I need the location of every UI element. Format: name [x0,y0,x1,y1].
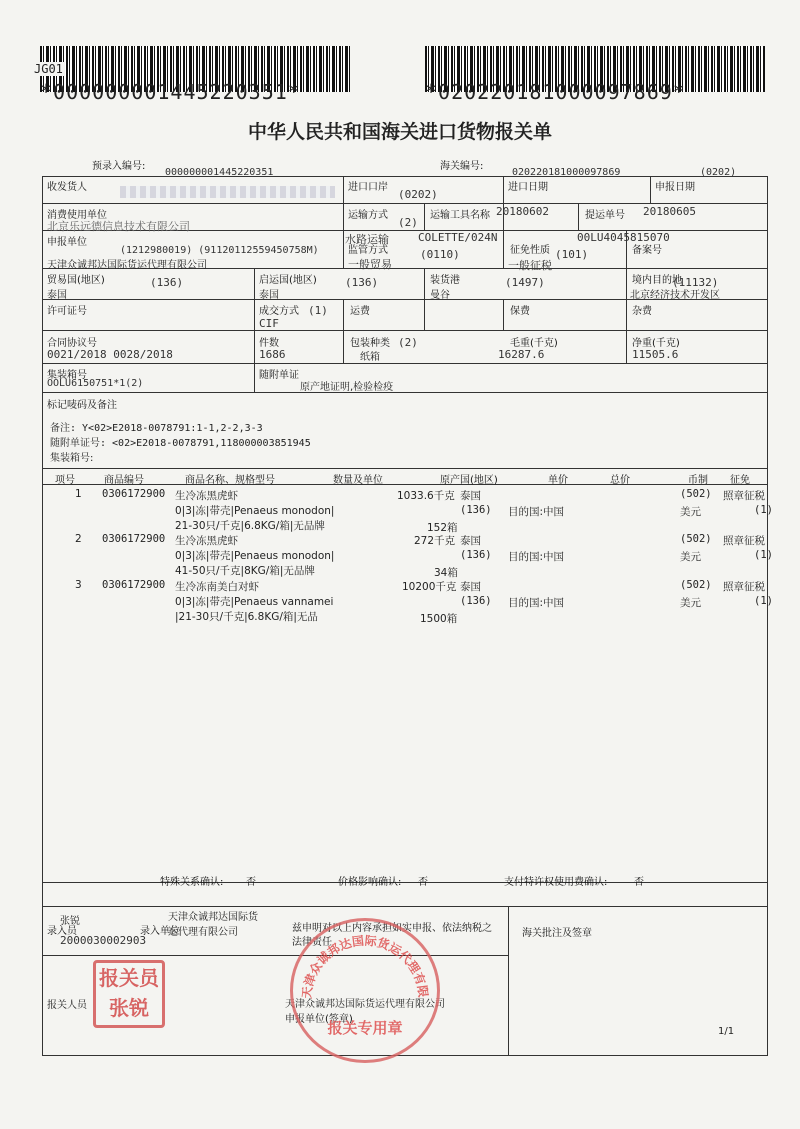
goods-header-code: 商品编号 [104,475,144,486]
goods-header-origin: 原产国(地区) [440,475,498,486]
import-date-value: 20180602 [496,205,549,218]
declare-date-label: 申报日期 [655,182,695,193]
record-label: 备案号 [632,245,662,256]
goods-no: 1 [75,488,82,500]
statement: 兹申明对以上内容承担如实申报、依法纳税之法律责任 [292,923,492,948]
goods-origin: 泰国 [460,490,481,502]
transport-tool-label: 运输工具名称 [430,210,490,221]
origin-country-code: (136) [345,276,379,289]
goods-qty: 272千克 [414,535,456,547]
goods-header-total: 总价 [610,475,630,486]
marks-label: 标记唛码及备注 [47,400,117,411]
customs-no-label: 海关编号: [440,161,484,172]
declare-unit-label: 申报单位(签章) [285,1014,353,1025]
goods-qty2: 1500箱 [420,613,458,625]
goods-spec1: 0|3|冻|带壳|Penaeus monodon| [175,505,335,517]
goods-name: 生冷冻南美白对虾 [175,581,259,593]
round-stamp [290,918,440,1063]
declare-date-value: 20180605 [643,205,696,218]
goods-levy: 照章征税 [723,581,765,593]
barcode-right-text: *020220181000097869* [425,80,686,104]
license-label: 许可证号 [47,306,87,317]
stamp-round-inner: 报关专用章 [327,1019,403,1037]
goods-origin-code: (136) [460,549,492,561]
pieces-label: 件数 [259,338,279,349]
goods-levy-code: (1) [754,595,773,607]
svg-text:天津众诚邦达国际货运代理有限公司 [293,921,430,999]
import-port-value: (0202) [398,188,438,201]
declarant-label: 申报单位 [47,237,87,248]
goods-qty: 1033.6千克 [397,490,455,502]
trade-country-label: 贸易国(地区) [47,275,105,286]
declarer-label: 报关人员 [47,1000,87,1011]
declarant-name: 天津众诚邦达国际货运代理有限公司 [47,260,207,271]
goods-header-currency: 币制 [688,475,708,486]
table-row [42,488,773,534]
goods-levy-code: (1) [754,549,773,561]
bill-no-value: 00LU4045815070 [577,231,670,244]
dest-value: 北京经济技术开发区 [630,290,720,301]
net-value: 11505.6 [632,348,679,361]
goods-levy: 照章征税 [723,490,765,502]
deal-mode-label: 成交方式 [259,306,299,317]
goods-spec2: 21-30只/千克|6.8KG/箱|无品牌 [175,520,325,532]
goods-header-no: 项号 [55,475,75,486]
package-code: (2) [398,336,418,349]
page-number: 1/1 [718,1026,735,1037]
import-port-label: 进口口岸 [348,182,388,193]
port-value: 曼谷 [430,290,450,301]
bill-no-label: 提运单号 [585,210,625,221]
import-date-label: 进口日期 [508,182,548,193]
goods-header-name: 商品名称、规格型号 [185,475,275,486]
consumer-label: 消费使用单位 [47,210,107,221]
gross-label: 毛重(千克) [510,338,558,349]
remark-line: 备注: Y<02>E2018-0078791:1-1,2-2,3-3 [50,423,263,434]
goods-currency-code: (502) [680,579,712,591]
stamp-round-text: 天津众诚邦达国际货运代理有限 [299,933,431,1000]
goods-code: 0306172900 [102,579,166,591]
transport-tool-value: COLETTE/024N [418,231,498,244]
pre-entry-value: 000000001445220351 [165,167,274,178]
entry-unit-value: 天津众诚邦达国际货运代理有限公司 [168,912,258,938]
dest-label: 境内目的地 [632,275,682,286]
price-effect-value: 否 [418,877,428,888]
gross-value: 16287.6 [498,348,545,361]
consignee-redacted [120,186,335,198]
goods-spec1: 0|3|冻|带壳|Penaeus vannamei [175,596,334,608]
supervision-value: 一般贸易 [348,258,392,271]
freight-label: 运费 [350,306,370,317]
goods-levy: 照章征税 [723,535,765,547]
goods-qty2: 152箱 [427,522,458,534]
port-label: 装货港 [430,275,460,286]
package-value: 纸箱 [360,352,380,363]
docs-value: 原产地证明,检验检疫 [300,382,394,393]
entry-unit-label: 录入单位 [140,926,180,937]
attach-line: 随附单证号: <02>E2018-0078791,118000003851945 [50,438,311,449]
goods-name: 生冷冻黑虎虾 [175,490,238,502]
goods-header-qty: 数量及单位 [333,475,383,486]
goods-origin-code: (136) [460,595,492,607]
goods-spec2: |21-30只/千克|6.8KG/箱|无品 [175,611,318,623]
customs-no-value: 020220181000097869 [512,167,621,178]
goods-no: 2 [75,533,82,545]
levy-value: 一般征税 [508,259,552,272]
goods-name: 生冷冻黑虎虾 [175,535,238,547]
goods-dest: 目的国:中国 [508,597,565,609]
goods-code: 0306172900 [102,533,166,545]
goods-spec1: 0|3|冻|带壳|Penaeus monodon| [175,550,335,562]
contract-label: 合同协议号 [47,338,97,349]
origin-country-value: 泰国 [259,290,279,301]
price-effect-label: 价格影响确认: [338,877,402,888]
goods-spec2: 41-50只/千克|8KG/箱|无品牌 [175,565,315,577]
levy-label: 征免性质 [510,245,550,256]
declare-unit-value: 天津众诚邦达国际货运代理有限公司 [285,999,445,1010]
container-label: 集装箱号 [47,370,87,381]
trade-country-value: 泰国 [47,290,67,301]
insurance-label: 保费 [510,306,530,317]
stamp-line-1: 报关员 [99,966,159,990]
origin-country-label: 启运国(地区) [259,275,317,286]
trade-country-code: (136) [150,276,184,289]
pieces-value: 1686 [259,348,286,361]
special-relation-value: 否 [246,877,256,888]
container-no-line: 集装箱号: [50,453,94,464]
levy-code: (101) [555,248,589,261]
package-label: 包装种类 [350,338,390,349]
goods-qty: 10200千克 [402,581,457,593]
goods-header-price: 单价 [548,475,568,486]
customs-approval-label: 海关批注及签章 [522,928,592,939]
goods-qty2: 34箱 [434,567,458,579]
port-code: (1497) [505,276,545,289]
deal-mode-value: CIF [259,317,279,330]
goods-currency: 美元 [680,551,701,563]
goods-origin-code: (136) [460,504,492,516]
consumer-value: 北京乐远德信息技术有限公司 [47,220,190,233]
entry-staff-name: 张锐 [60,916,80,927]
goods-origin: 泰国 [460,581,481,593]
misc-label: 杂费 [632,306,652,317]
royalty-value: 否 [634,877,644,888]
goods-code: 0306172900 [102,488,166,500]
declarant-code: (1212980019) (91120112559450758M) [120,245,319,256]
barcode-left-text: *000000001445220351* [40,80,301,104]
page-title: 中华人民共和国海关进口货物报关单 [247,121,552,143]
stamp-line-2: 张锐 [109,996,149,1020]
pre-entry-label: 预录入编号: [92,161,146,172]
special-relation-label: 特殊关系确认: [160,877,224,888]
entry-staff-code: 2000030002903 [60,934,147,947]
container-value: OOLU6150751*1(2) [47,378,144,389]
table-row [42,579,773,625]
table-row [42,533,773,579]
form-code: JG01 [34,62,63,76]
goods-currency: 美元 [680,597,701,609]
goods-currency-code: (502) [680,533,712,545]
goods-dest: 目的国:中国 [508,551,565,563]
docs-label: 随附单证 [259,370,299,381]
entry-staff-label: 录入员 [47,926,77,937]
transport-mode-code: (2) [398,216,418,229]
net-label: 净重(千克) [632,338,680,349]
supervision-code: (0110) [420,248,460,261]
goods-levy-code: (1) [754,504,773,516]
customs-no-code: (0202) [700,167,737,178]
square-stamp [93,960,165,1028]
transport-mode-value: 水路运输 [345,233,389,246]
supervision-label: 监管方式 [348,245,388,256]
transport-mode-label: 运输方式 [348,210,388,221]
dest-code: (11132) [672,276,719,289]
round-stamp-svg [293,921,437,1060]
goods-currency: 美元 [680,506,701,518]
goods-dest: 目的国:中国 [508,506,565,518]
royalty-label: 支付特许权使用费确认: [504,877,608,888]
goods-no: 3 [75,579,82,591]
consignee-label: 收发货人 [47,182,87,193]
contract-value: 0021/2018 0028/2018 [47,348,173,361]
goods-currency-code: (502) [680,488,712,500]
goods-origin: 泰国 [460,535,481,547]
deal-mode-code: (1) [308,304,328,317]
goods-header-levy: 征免 [730,475,750,486]
